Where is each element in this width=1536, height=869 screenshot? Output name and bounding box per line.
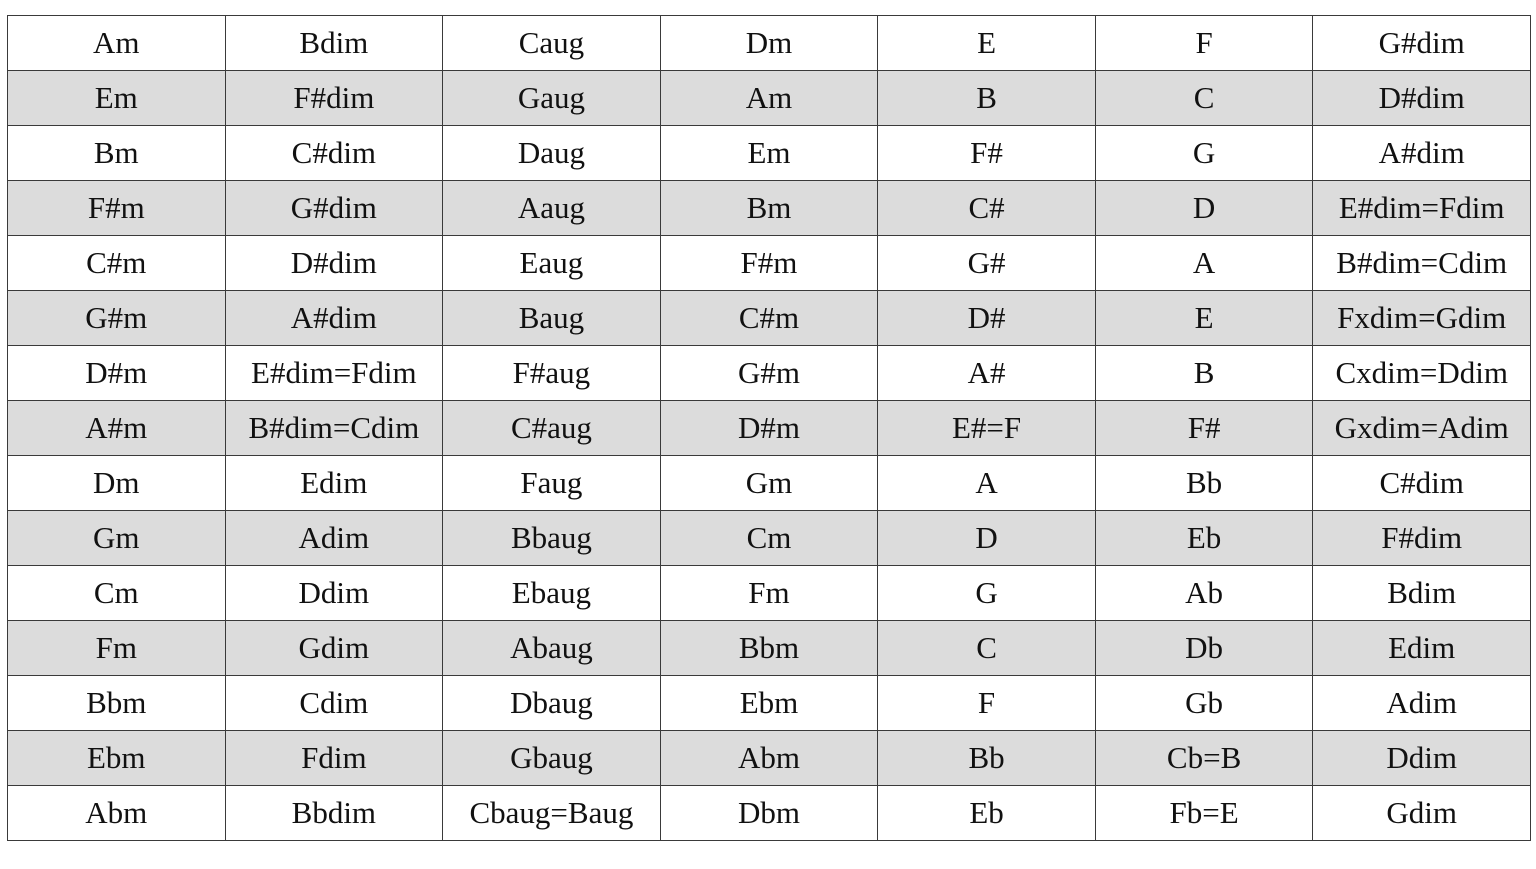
table-cell: E#=F	[878, 401, 1096, 456]
table-cell: Gxdim=Adim	[1313, 401, 1531, 456]
table-cell: Ebaug	[443, 566, 661, 621]
table-cell: Dbaug	[443, 676, 661, 731]
table-cell: F#dim	[1313, 511, 1531, 566]
table-cell: Gbaug	[443, 731, 661, 786]
table-cell: Ddim	[225, 566, 443, 621]
table-cell: A#	[878, 346, 1096, 401]
table-cell: D	[878, 511, 1096, 566]
table-row	[8, 786, 1531, 841]
table-cell: Fm	[8, 621, 226, 676]
table-cell: Cdim	[225, 676, 443, 731]
table-cell: Bbm	[8, 676, 226, 731]
table-cell: Faug	[443, 456, 661, 511]
table-cell: Cbaug=Baug	[443, 786, 661, 841]
table-row	[8, 676, 1531, 731]
table-cell: Abaug	[443, 621, 661, 676]
table-cell: Ab	[1095, 566, 1313, 621]
table-cell: F#	[1095, 401, 1313, 456]
table-cell: G#m	[8, 291, 226, 346]
table-cell: Eaug	[443, 236, 661, 291]
table-cell: C#m	[8, 236, 226, 291]
table-cell: B#dim=Cdim	[225, 401, 443, 456]
table-cell: G	[1095, 126, 1313, 181]
table-cell: Daug	[443, 126, 661, 181]
table-cell: Em	[8, 71, 226, 126]
table-row	[8, 291, 1531, 346]
table-row	[8, 621, 1531, 676]
table-cell: Caug	[443, 16, 661, 71]
table-cell: B	[1095, 346, 1313, 401]
table-cell: C	[878, 621, 1096, 676]
table-cell: A	[878, 456, 1096, 511]
table-cell: Bbdim	[225, 786, 443, 841]
table-cell: Am	[660, 71, 878, 126]
table-cell: B	[878, 71, 1096, 126]
table-cell: Adim	[1313, 676, 1531, 731]
table-row	[8, 456, 1531, 511]
table-cell: E	[878, 16, 1096, 71]
table-cell: F#dim	[225, 71, 443, 126]
table-cell: D	[1095, 181, 1313, 236]
table-cell: Gdim	[1313, 786, 1531, 841]
table-cell: F#m	[660, 236, 878, 291]
table-cell: Ebm	[660, 676, 878, 731]
table-row	[8, 71, 1531, 126]
table-cell: D#	[878, 291, 1096, 346]
table-row	[8, 181, 1531, 236]
chord-table-body	[8, 16, 1531, 841]
table-cell: A#m	[8, 401, 226, 456]
table-cell: Gb	[1095, 676, 1313, 731]
table-row	[8, 566, 1531, 621]
table-row	[8, 731, 1531, 786]
table-cell: Dm	[8, 456, 226, 511]
table-cell: Bm	[8, 126, 226, 181]
table-cell: D#dim	[1313, 71, 1531, 126]
table-cell: C#dim	[1313, 456, 1531, 511]
table-cell: A#dim	[225, 291, 443, 346]
table-cell: B#dim=Cdim	[1313, 236, 1531, 291]
table-cell: Adim	[225, 511, 443, 566]
table-row	[8, 346, 1531, 401]
table-cell: Ebm	[8, 731, 226, 786]
table-cell: Bbaug	[443, 511, 661, 566]
table-cell: E#dim=Fdim	[1313, 181, 1531, 236]
chord-table	[7, 15, 1531, 841]
table-cell: Gm	[660, 456, 878, 511]
table-cell: Bm	[660, 181, 878, 236]
table-cell: Bb	[878, 731, 1096, 786]
table-cell: Eb	[1095, 511, 1313, 566]
table-cell: C#dim	[225, 126, 443, 181]
table-cell: F#	[878, 126, 1096, 181]
table-cell: Fxdim=Gdim	[1313, 291, 1531, 346]
table-cell: Cm	[660, 511, 878, 566]
table-cell: Am	[8, 16, 226, 71]
table-cell: Gdim	[225, 621, 443, 676]
table-cell: Ddim	[1313, 731, 1531, 786]
table-cell: G#dim	[1313, 16, 1531, 71]
table-cell: D#m	[8, 346, 226, 401]
table-row	[8, 511, 1531, 566]
table-cell: Bdim	[1313, 566, 1531, 621]
table-cell: F#m	[8, 181, 226, 236]
table-cell: Aaug	[443, 181, 661, 236]
table-cell: C#m	[660, 291, 878, 346]
table-cell: A#dim	[1313, 126, 1531, 181]
table-cell: Abm	[8, 786, 226, 841]
table-row	[8, 126, 1531, 181]
table-cell: Fb=E	[1095, 786, 1313, 841]
table-cell: G#	[878, 236, 1096, 291]
table-cell: Cm	[8, 566, 226, 621]
table-row	[8, 401, 1531, 456]
table-cell: E#dim=Fdim	[225, 346, 443, 401]
table-cell: C#aug	[443, 401, 661, 456]
table-cell: Fm	[660, 566, 878, 621]
table-cell: Db	[1095, 621, 1313, 676]
table-cell: C	[1095, 71, 1313, 126]
table-cell: Edim	[1313, 621, 1531, 676]
table-cell: Edim	[225, 456, 443, 511]
table-cell: Eb	[878, 786, 1096, 841]
table-cell: Gaug	[443, 71, 661, 126]
table-cell: F#aug	[443, 346, 661, 401]
table-row	[8, 16, 1531, 71]
table-cell: F	[878, 676, 1096, 731]
table-cell: D#dim	[225, 236, 443, 291]
table-cell: E	[1095, 291, 1313, 346]
table-cell: Em	[660, 126, 878, 181]
table-cell: Bb	[1095, 456, 1313, 511]
table-cell: C#	[878, 181, 1096, 236]
table-cell: Baug	[443, 291, 661, 346]
table-cell: Bbm	[660, 621, 878, 676]
table-cell: Fdim	[225, 731, 443, 786]
table-cell: D#m	[660, 401, 878, 456]
table-cell: G	[878, 566, 1096, 621]
table-cell: A	[1095, 236, 1313, 291]
table-cell: Cxdim=Ddim	[1313, 346, 1531, 401]
table-cell: G#m	[660, 346, 878, 401]
table-cell: Dbm	[660, 786, 878, 841]
table-cell: G#dim	[225, 181, 443, 236]
table-row	[8, 236, 1531, 291]
table-cell: Gm	[8, 511, 226, 566]
table-cell: Dm	[660, 16, 878, 71]
table-cell: F	[1095, 16, 1313, 71]
table-cell: Cb=B	[1095, 731, 1313, 786]
table-cell: Bdim	[225, 16, 443, 71]
table-cell: Abm	[660, 731, 878, 786]
